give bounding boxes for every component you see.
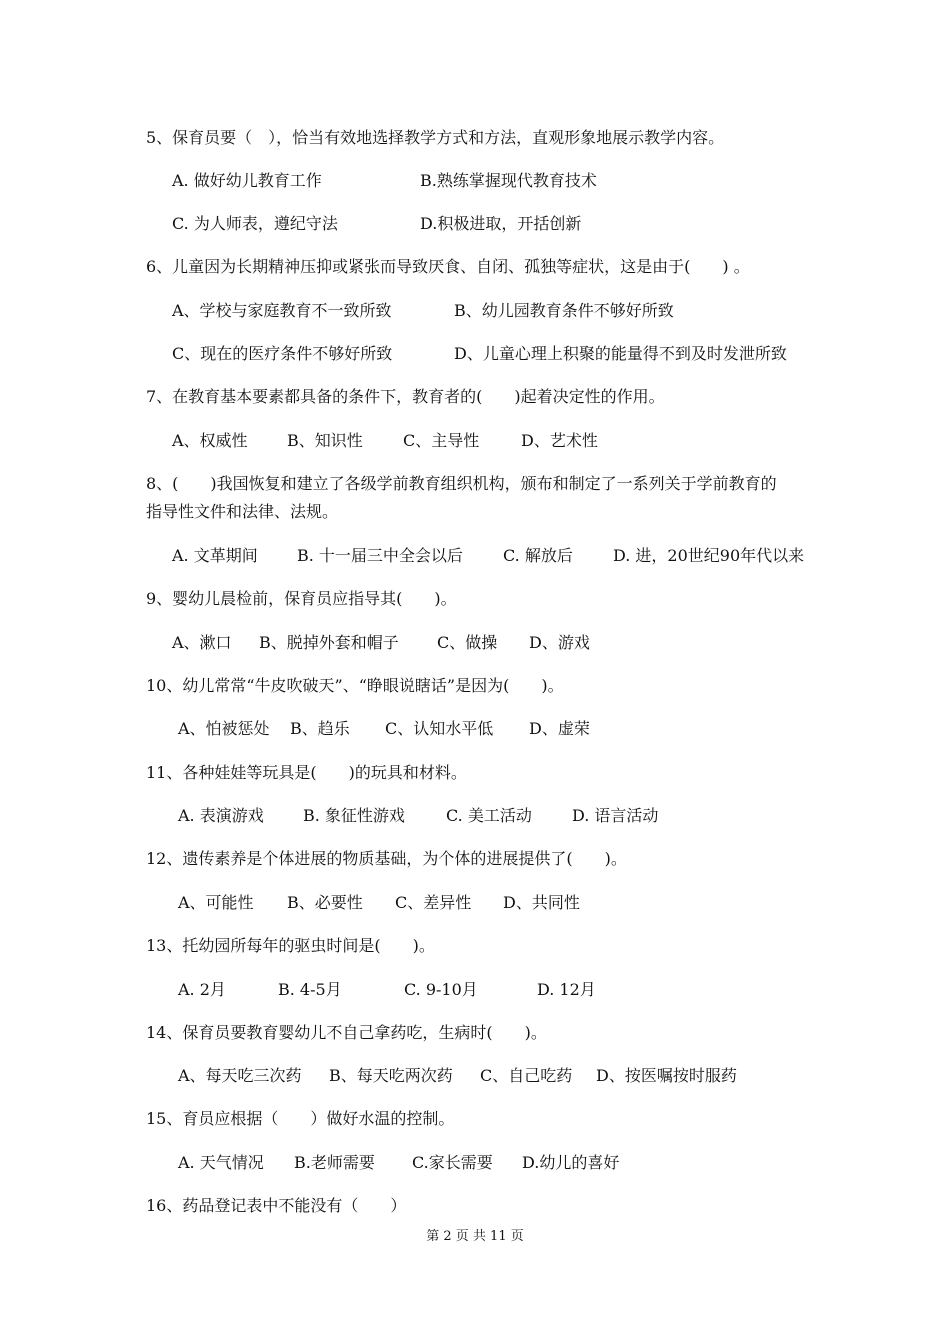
- question-8-option-a: A. 文革期间: [172, 546, 258, 565]
- question-7-option-c: C、主导性: [403, 431, 480, 450]
- question-8-option-b: B. 十一届三中全会以后: [297, 546, 463, 565]
- question-13-option-a: A. 2月: [178, 980, 226, 999]
- question-15-option-c: C.家长需要: [412, 1153, 493, 1172]
- question-12-option-b: B、必要性: [287, 893, 363, 912]
- question-5-option-c: C. 为人师表，遵纪守法: [172, 214, 338, 233]
- question-7-option-d: D、艺术性: [521, 431, 598, 450]
- question-14-option-d: D、按医嘱按时服药: [596, 1066, 737, 1085]
- question-13-stem: 13、托幼园所每年的驱虫时间是( )。: [146, 936, 435, 955]
- question-15-option-a: A. 天气情况: [178, 1153, 264, 1172]
- question-8-stem: 8、( )我国恢复和建立了各级学前教育组织机构，颁布和制定了一系列关于学前教育的: [146, 474, 777, 493]
- question-15-stem: 15、育员应根据（ ）做好水温的控制。: [146, 1109, 455, 1128]
- question-9-option-b: B、脱掉外套和帽子: [259, 633, 399, 652]
- question-7-option-b: B、知识性: [287, 431, 363, 450]
- question-11-stem: 11、各种娃娃等玩具是( )的玩具和材料。: [146, 763, 467, 782]
- question-9-option-a: A、漱口: [172, 633, 232, 652]
- question-14-option-a: A、每天吃三次药: [178, 1066, 302, 1085]
- question-12-option-a: A、可能性: [178, 893, 254, 912]
- question-5-option-d: D.积极进取，开括创新: [420, 214, 582, 233]
- question-6-stem: 6、儿童因为长期精神压抑或紧张而导致厌食、自闭、孤独等症状，这是由于( ) 。: [146, 257, 750, 276]
- question-6-option-a: A、学校与家庭教育不一致所致: [172, 301, 392, 320]
- question-13-option-d: D. 12月: [537, 980, 596, 999]
- question-14-option-b: B、每天吃两次药: [329, 1066, 453, 1085]
- question-15-option-b: B.老师需要: [294, 1153, 375, 1172]
- question-12-option-d: D、共同性: [503, 893, 580, 912]
- question-11-option-a: A. 表演游戏: [178, 806, 264, 825]
- question-5-option-a: A. 做好幼儿教育工作: [172, 171, 322, 190]
- question-16-stem: 16、药品登记表中不能没有（ ）: [146, 1196, 407, 1215]
- question-10-option-b: B、趋乐: [290, 719, 350, 738]
- question-9-option-c: C、做操: [437, 633, 498, 652]
- question-13-option-b: B. 4-5月: [278, 980, 342, 999]
- question-10-option-a: A、怕被惩处: [178, 719, 270, 738]
- question-7-stem: 7、在教育基本要素都具备的条件下，教育者的( )起着决定性的作用。: [146, 387, 665, 406]
- question-6-option-d: D、儿童心理上积聚的能量得不到及时发泄所致: [454, 344, 787, 363]
- question-8-option-c: C. 解放后: [503, 546, 573, 565]
- question-12-option-c: C、差异性: [395, 893, 472, 912]
- question-12-stem: 12、遗传素养是个体进展的物质基础，为个体的进展提供了( )。: [146, 849, 627, 868]
- question-6-option-c: C、现在的医疗条件不够好所致: [172, 344, 393, 363]
- question-15-option-d: D.幼儿的喜好: [522, 1153, 620, 1172]
- question-14-option-c: C、自己吃药: [480, 1066, 573, 1085]
- question-10-stem: 10、幼儿常常“牛皮吹破天”、“睁眼说瞎话”是因为( )。: [146, 676, 564, 695]
- question-10-option-c: C、认知水平低: [385, 719, 494, 738]
- question-5-stem: 5、保育员要（ ），恰当有效地选择教学方式和方法，直观形象地展示教学内容。: [146, 128, 725, 147]
- question-8-stem-continued: 指导性文件和法律、法规。: [146, 502, 339, 521]
- question-8-option-d: D. 进，20世纪90年代以来: [613, 546, 805, 565]
- question-11-option-b: B. 象征性游戏: [303, 806, 405, 825]
- question-9-option-d: D、游戏: [529, 633, 590, 652]
- question-11-option-c: C. 美工活动: [446, 806, 532, 825]
- question-6-option-b: B、幼儿园教育条件不够好所致: [454, 301, 674, 320]
- question-10-option-d: D、虚荣: [529, 719, 590, 738]
- question-11-option-d: D. 语言活动: [572, 806, 659, 825]
- question-7-option-a: A、权威性: [172, 431, 248, 450]
- question-5-option-b: B.熟练掌握现代教育技术: [420, 171, 597, 190]
- question-9-stem: 9、婴幼儿晨检前，保育员应指导其( )。: [146, 589, 457, 608]
- question-14-stem: 14、保育员要教育婴幼儿不自己拿药吃，生病时( )。: [146, 1023, 547, 1042]
- page-footer: 第 2 页 共 11 页: [426, 1229, 524, 1244]
- question-13-option-c: C. 9-10月: [404, 980, 478, 999]
